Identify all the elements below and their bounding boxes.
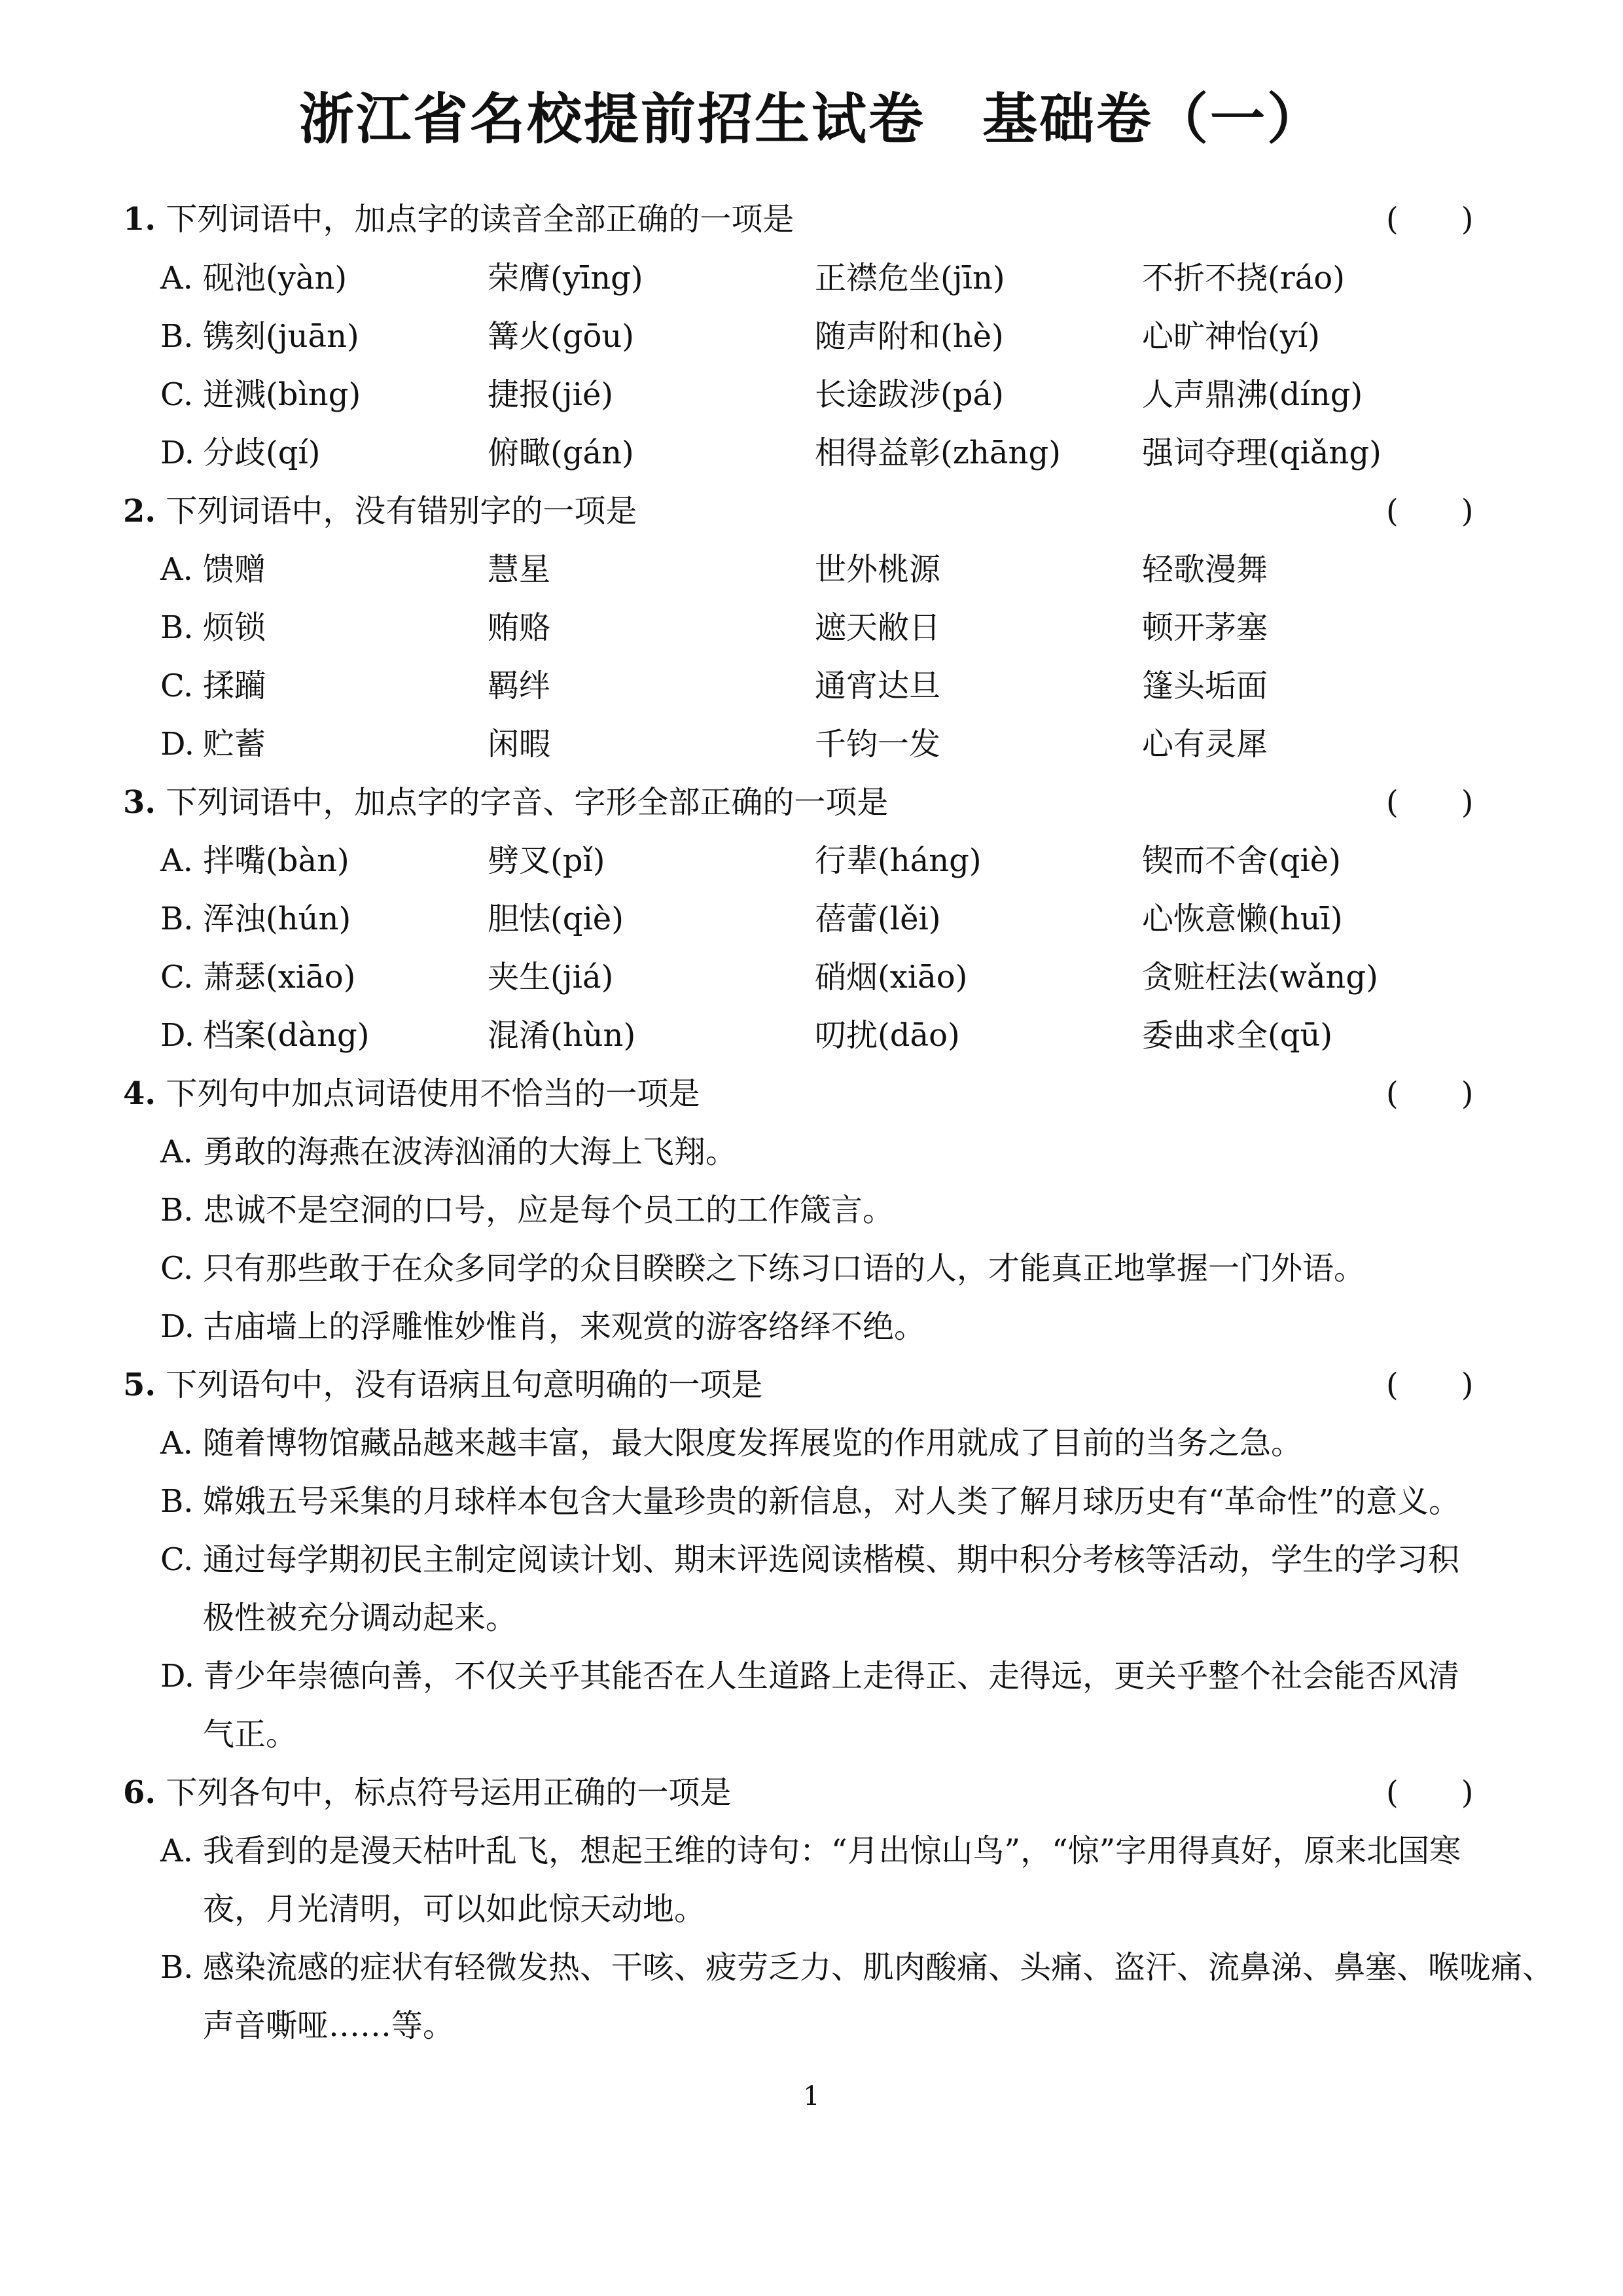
- question-2-stem: [123, 492, 637, 531]
- option-label: A.: [160, 260, 193, 296]
- option-item: 劈叉(pǐ): [488, 842, 605, 879]
- option-label: B.: [160, 318, 194, 355]
- option-item: 俯瞰(gán): [488, 435, 634, 471]
- option-text: 勇敢的海燕在波涛汹涌的大海上飞翔。: [203, 1134, 738, 1170]
- question-text: 下列句中加点词语使用不恰当的一项是: [166, 1075, 700, 1112]
- option-item: 拌嘴(bàn): [203, 842, 349, 879]
- option-item: 心恢意懒(huī): [1142, 901, 1343, 937]
- option-text: 随着博物馆藏品越来越丰富，最大限度发挥展览的作用就成了目前的当务之急。: [203, 1425, 1303, 1462]
- option-item: 捷报(jié): [488, 376, 614, 413]
- option-text-continued: 极性被充分调动起来。: [203, 1600, 518, 1636]
- option-item: 正襟危坐(jīn): [815, 260, 1005, 296]
- option-item: 锲而不舍(qiè): [1142, 842, 1341, 879]
- option-item: 叨扰(dāo): [815, 1017, 960, 1054]
- answer-paren: ( ): [1386, 201, 1474, 238]
- option-label: D.: [160, 1658, 195, 1695]
- option-label: C.: [160, 1250, 194, 1287]
- option-item: 篝火(gōu): [488, 318, 634, 355]
- question-text: 下列各句中，标点符号运用正确的一项是: [166, 1774, 732, 1811]
- option-label: C.: [160, 376, 194, 413]
- option-item: 人声鼎沸(díng): [1142, 376, 1363, 413]
- option-item: 随声附和(hè): [815, 318, 1004, 355]
- question-5-stem: [123, 1365, 762, 1405]
- question-text: 下列词语中，加点字的字音、字形全部正确的一项是: [166, 784, 889, 821]
- option-label: A.: [160, 1425, 193, 1462]
- option-item: 世外桃源: [815, 551, 941, 588]
- answer-paren: ( ): [1386, 1075, 1474, 1112]
- option-label: A.: [160, 551, 193, 588]
- answer-paren: ( ): [1386, 784, 1474, 821]
- option-text: 嫦娥五号采集的月球样本包含大量珍贵的新信息，对人类了解月球历史有“革命性”的意义。: [203, 1483, 1461, 1520]
- option-item: 闲暇: [488, 726, 551, 762]
- option-item: 贪赃枉法(wǎng): [1142, 959, 1378, 996]
- question-number: 3.: [123, 784, 156, 821]
- option-item: 档案(dàng): [203, 1017, 370, 1054]
- option-text: 青少年崇德向善，不仅关乎其能否在人生道路上走得正、走得远，更关乎整个社会能否风清: [203, 1658, 1460, 1695]
- option-item: 委曲求全(qū): [1142, 1017, 1333, 1054]
- option-label: D.: [160, 1308, 195, 1345]
- question-number: 2.: [123, 493, 156, 529]
- option-item: 羁绊: [488, 668, 551, 704]
- option-label: B.: [160, 1949, 194, 1986]
- option-item: 长途跋涉(pá): [815, 376, 1004, 413]
- question-text: 下列词语中，没有错别字的一项是: [166, 493, 637, 529]
- option-item: 轻歌漫舞: [1142, 551, 1268, 588]
- answer-paren: ( ): [1386, 493, 1474, 529]
- option-item: 蓓蕾(lěi): [815, 901, 941, 937]
- question-3-stem: [123, 783, 888, 822]
- option-item: 顿开茅塞: [1142, 609, 1268, 646]
- option-label: B.: [160, 1483, 194, 1520]
- option-label: C.: [160, 668, 194, 704]
- option-text: 感染流感的症状有轻微发热、干咳、疲劳乏力、肌肉酸痛、头痛、盗汗、流鼻涕、鼻塞、喉咙痛、: [203, 1949, 1554, 1986]
- question-number: 4.: [123, 1075, 156, 1112]
- option-text: 只有那些敢于在众多同学的众目睽睽之下练习口语的人，才能真正地掌握一门外语。: [203, 1250, 1366, 1287]
- option-text: 忠诚不是空洞的口号，应是每个员工的工作箴言。: [203, 1192, 895, 1229]
- option-item: 荣膺(yīng): [488, 260, 643, 296]
- option-text-continued: 气正。: [203, 1716, 298, 1753]
- question-number: 5.: [123, 1367, 156, 1403]
- option-item: 硝烟(xiāo): [815, 959, 968, 996]
- option-item: 揉躏: [203, 668, 266, 704]
- option-item: 强词夺理(qiǎng): [1142, 435, 1382, 471]
- option-item: 萧瑟(xiāo): [203, 959, 356, 996]
- option-item: 相得益彰(zhāng): [815, 435, 1061, 471]
- option-item: 砚池(yàn): [203, 260, 348, 296]
- page-title: 浙江省名校提前招生试卷 基础卷（一）: [298, 87, 1324, 151]
- option-label: D.: [160, 726, 195, 762]
- option-item: 遮天敝日: [815, 609, 941, 646]
- option-label: D.: [160, 1017, 195, 1054]
- option-item: 贿赂: [488, 609, 551, 646]
- answer-paren: ( ): [1386, 1367, 1474, 1403]
- option-label: A.: [160, 1833, 193, 1869]
- question-1-stem: [123, 200, 794, 239]
- question-text: 下列语句中，没有语病且句意明确的一项是: [166, 1367, 763, 1403]
- option-text: 古庙墙上的浮雕惟妙惟肖，来观赏的游客络绎不绝。: [203, 1308, 926, 1345]
- option-item: 混淆(hùn): [488, 1017, 636, 1054]
- answer-paren: ( ): [1386, 1774, 1474, 1811]
- option-item: 贮蓄: [203, 726, 266, 762]
- option-item: 烦锁: [203, 609, 266, 646]
- option-item: 通宵达旦: [815, 668, 941, 704]
- option-text-continued: 夜，月光清明，可以如此惊天动地。: [203, 1891, 706, 1928]
- option-label: B.: [160, 901, 194, 937]
- question-4-stem: [123, 1074, 700, 1113]
- question-text: 下列词语中，加点字的读音全部正确的一项是: [166, 201, 794, 238]
- option-label: C.: [160, 959, 194, 996]
- question-number: 6.: [123, 1774, 156, 1811]
- question-number: 1.: [123, 201, 156, 238]
- option-item: 心有灵犀: [1142, 726, 1268, 762]
- option-label: B.: [160, 1192, 194, 1229]
- option-item: 分歧(qí): [203, 435, 321, 471]
- option-label: D.: [160, 435, 195, 471]
- option-label: A.: [160, 1134, 193, 1170]
- option-item: 慧星: [488, 551, 551, 588]
- option-label: C.: [160, 1541, 194, 1578]
- option-item: 心旷神怡(yí): [1142, 318, 1320, 355]
- option-item: 胆怯(qiè): [488, 901, 624, 937]
- option-item: 馈赠: [203, 551, 266, 588]
- option-item: 镌刻(juān): [203, 318, 359, 355]
- option-item: 千钧一发: [815, 726, 941, 762]
- option-item: 夹生(jiá): [488, 959, 614, 996]
- option-item: 篷头垢面: [1142, 668, 1268, 704]
- option-label: B.: [160, 609, 194, 646]
- option-item: 迸溅(bìng): [203, 376, 361, 413]
- option-item: 行辈(háng): [815, 842, 982, 879]
- option-label: A.: [160, 842, 193, 879]
- option-text: 通过每学期初民主制定阅读计划、期末评选阅读楷模、期中积分考核等活动，学生的学习积: [203, 1541, 1460, 1578]
- option-item: 浑浊(hún): [203, 901, 351, 937]
- option-text-continued: 声音嘶哑……等。: [203, 2007, 455, 2044]
- option-text: 我看到的是漫天枯叶乱飞，想起王维的诗句：“月出惊山鸟”，“惊”字用得真好，原来北国寒: [203, 1833, 1461, 1869]
- option-item: 不折不挠(ráo): [1142, 260, 1345, 296]
- page-number: 1: [803, 2081, 820, 2111]
- question-6-stem: [123, 1773, 731, 1812]
